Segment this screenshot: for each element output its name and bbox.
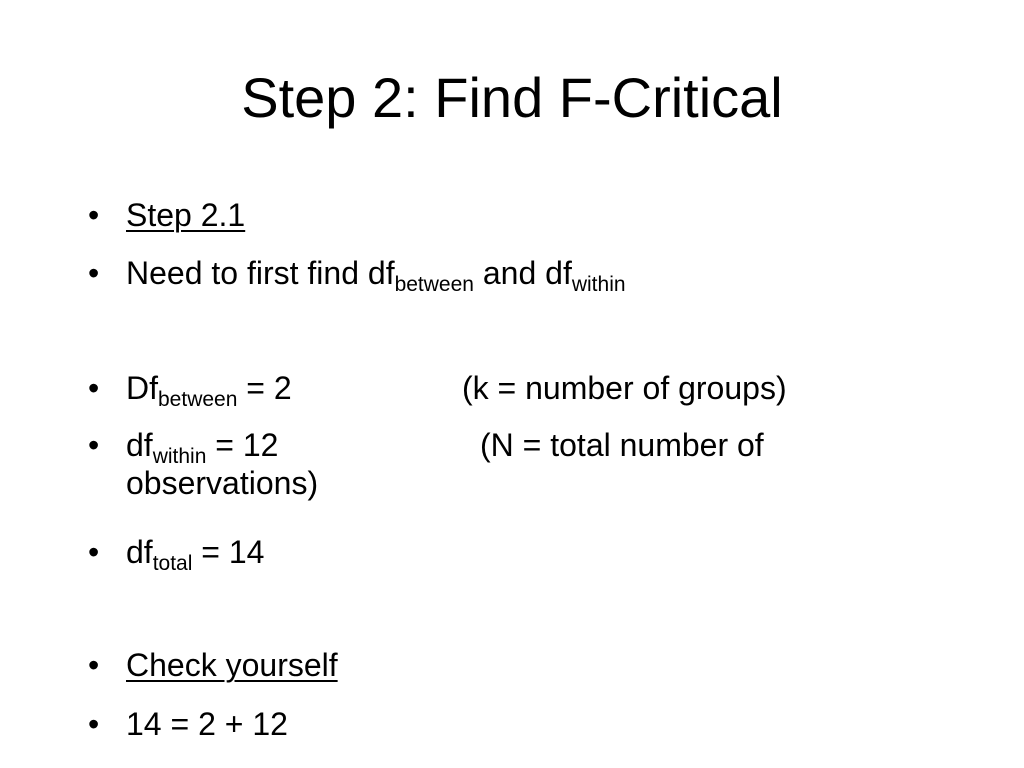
sum-equation: 14 = 2 + 12 bbox=[126, 706, 288, 742]
need-mid: and df bbox=[473, 255, 572, 291]
subscript-total: total bbox=[152, 552, 193, 575]
df-total-base: df bbox=[126, 534, 153, 570]
subscript-within: within bbox=[571, 273, 626, 296]
df-between-base: Df bbox=[126, 370, 158, 406]
subscript-within: within bbox=[152, 445, 207, 468]
df-between-note: (k = number of groups) bbox=[462, 370, 787, 406]
df-within-note-continued: observations) bbox=[126, 465, 319, 501]
bullet-dot: • bbox=[88, 534, 100, 570]
step-heading: Step 2.1 bbox=[126, 197, 246, 233]
list-item-df-within bbox=[0, 426, 1024, 506]
df-within-formula bbox=[126, 426, 279, 468]
bullet-dot: • bbox=[88, 706, 100, 742]
bullet-dot: • bbox=[88, 255, 100, 291]
df-between-formula bbox=[126, 369, 292, 411]
slide-title: Step 2: Find F-Critical bbox=[241, 66, 783, 129]
subscript-between: between bbox=[394, 273, 474, 296]
subscript-between: between bbox=[158, 388, 238, 411]
bullet-dot: • bbox=[88, 197, 100, 233]
bullet-dot: • bbox=[88, 647, 100, 683]
df-within-value: = 12 bbox=[206, 427, 279, 463]
df-between-value: = 2 bbox=[237, 370, 292, 406]
df-within-base: df bbox=[126, 427, 153, 463]
need-text bbox=[126, 254, 626, 296]
need-prefix: Need to first find df bbox=[126, 255, 395, 291]
df-total-value: = 14 bbox=[192, 534, 265, 570]
df-total-formula bbox=[126, 533, 265, 575]
bullet-dot: • bbox=[88, 370, 100, 406]
df-within-note: (N = total number of bbox=[480, 427, 764, 463]
check-heading: Check yourself bbox=[126, 647, 338, 683]
bullet-dot: • bbox=[88, 427, 100, 463]
